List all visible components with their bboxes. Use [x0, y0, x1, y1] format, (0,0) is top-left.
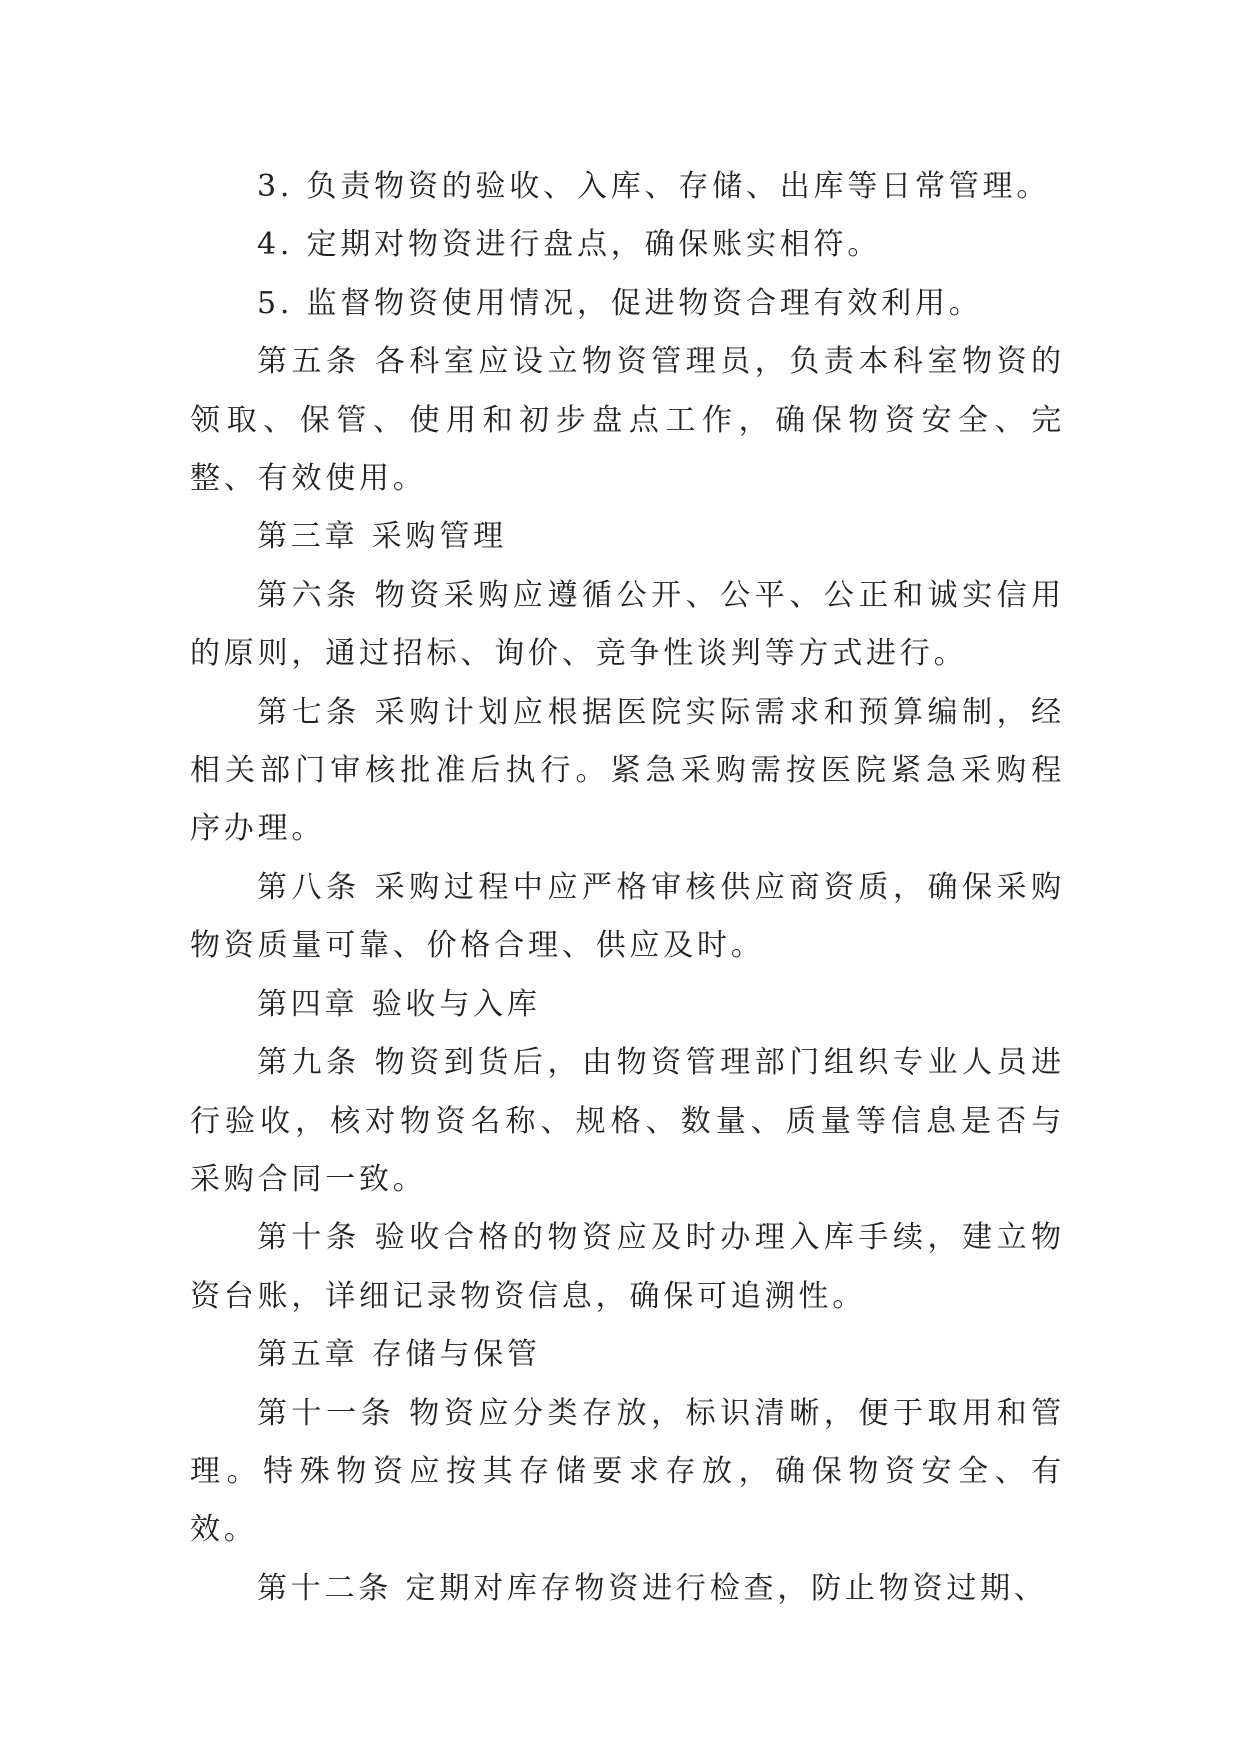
chapter-4-heading: 第四章 验收与入库	[257, 986, 541, 1022]
article-11: 第十一条 物资应分类存放，标识清晰，便于取用和管理。特殊物资应按其存储要求存放，确保物资安全、有效。	[190, 1395, 1065, 1548]
article-8: 第八条 采购过程中应严格审核供应商资质，确保采购物资质量可靠、价格合理、供应及时。	[190, 869, 1065, 964]
article-7: 第七条 采购计划应根据医院实际需求和预算编制，经相关部门审核批准后执行。紧急采购需按医院紧急采购程序办理。	[190, 694, 1065, 847]
article-9: 第九条 物资到货后，由物资管理部门组织专业人员进行验收，核对物资名称、规格、数量、质量等信息是否与采购合同一致。	[190, 1045, 1065, 1197]
list-item-4: 4. 定期对物资进行盘点，确保账实相符。	[257, 227, 882, 263]
document-page	[190, 158, 1065, 1618]
chapter-5-heading: 第五章 存储与保管	[257, 1337, 541, 1373]
article-10: 第十条 验收合格的物资应及时办理入库手续，建立物资台账，详细记录物资信息，确保可追溯性。	[190, 1220, 1065, 1314]
article-5: 第五条 各科室应设立物资管理员，负责本科室物资的领取、保管、使用和初步盘点工作，确保物资安全、完整、有效使用。	[190, 344, 1065, 497]
list-item-3: 3. 负责物资的验收、入库、存储、出库等日常管理。	[257, 169, 1051, 204]
chapter-3-heading: 第三章 采购管理	[257, 519, 507, 555]
article-6: 第六条 物资采购应遵循公开、公平、公正和诚实信用的原则，通过招标、询价、竞争性谈判等方式进行。	[190, 577, 1065, 672]
list-item-5: 5. 监督物资使用情况，促进物资合理有效利用。	[257, 285, 983, 321]
article-12: 第十二条 定期对库存物资进行检查，防止物资过期、	[257, 1570, 1048, 1606]
